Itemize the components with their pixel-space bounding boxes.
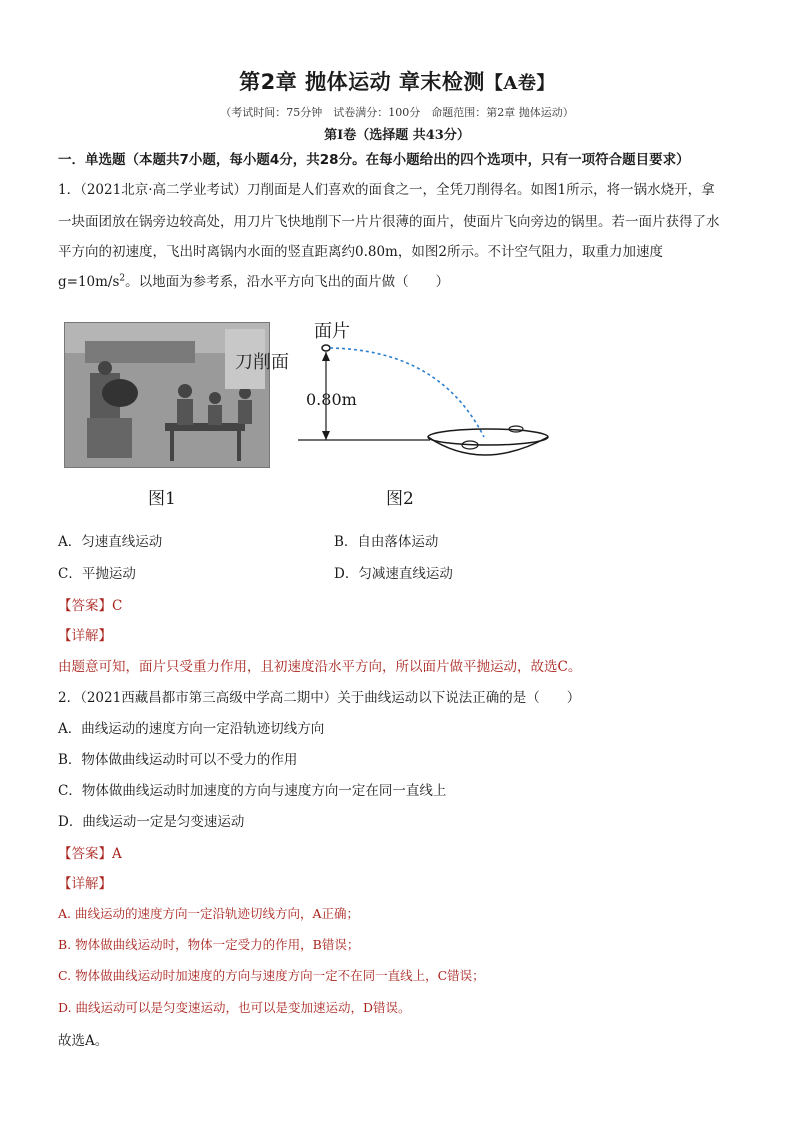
q1-stem-line3: 平方向的初速度，飞出时离锅内水面的竖直距离约0.80m，如图2所示。不计空气阻力，取重力加速度 bbox=[58, 244, 663, 260]
q2-detail-label: 【详解】 bbox=[58, 876, 112, 892]
exam-info: （考试时间：75分钟 试卷满分：100分 命题范围：第2章 抛体运动） bbox=[220, 106, 574, 119]
q1-answer: 【答案】C bbox=[58, 598, 123, 614]
height-arrow-bottom bbox=[322, 431, 330, 440]
q2-option-c: C．物体做曲线运动时加速度的方向与速度方向一定在同一直线上 bbox=[58, 783, 447, 799]
q1-stem-line1: 1．（2021北京·高二学业考试）刀削面是人们喜欢的面食之一，全凭刀削得名。如图1所示，将一锅水烧开，拿 bbox=[58, 182, 715, 198]
figure-1-label: 图1 bbox=[148, 489, 176, 509]
section-title: 第Ⅰ卷（选择题 共43分） bbox=[324, 128, 470, 143]
q1-stem-end: 。以地面为参考系，沿水平方向飞出的面片做（ ） bbox=[125, 274, 450, 290]
page-title bbox=[0, 66, 794, 96]
figure-2-diagram bbox=[290, 315, 560, 465]
fig1-calligraphy: 刀削面 bbox=[235, 352, 289, 373]
noodle-piece-shape bbox=[322, 345, 330, 351]
q1-stem-line4 bbox=[58, 270, 449, 290]
noodle-piece-label: 面片 bbox=[314, 321, 350, 342]
q1-option-a: A．匀速直线运动 bbox=[58, 534, 163, 550]
q2-option-b: B．物体做曲线运动时可以不受力的作用 bbox=[58, 752, 298, 768]
gravity-exponent: 2 bbox=[119, 273, 126, 284]
height-label: 0.80m bbox=[306, 390, 357, 409]
q1-stem-line2: 一块面团放在锅旁边较高处，用刀片飞快地削下一片片很薄的面片，使面片飞向旁边的锅里。若一面片获得了水 bbox=[58, 214, 720, 230]
q2-detail-c: C. 物体做曲线运动时加速度的方向与速度方向一定不在同一直线上，C错误； bbox=[58, 968, 485, 983]
q1-option-d: D．匀减速直线运动 bbox=[334, 566, 453, 582]
wok-bottom bbox=[428, 437, 548, 455]
figure-2-label: 图2 bbox=[386, 489, 414, 509]
gravity-value: g=10m/s bbox=[58, 274, 120, 290]
q2-stem: 2．（2021西藏昌都市第三高级中学高二期中）关于曲线运动以下说法正确的是（ ） bbox=[58, 690, 581, 706]
q2-detail-d: D. 曲线运动可以是匀变速运动，也可以是变加速运动，D错误。 bbox=[58, 1000, 411, 1015]
q2-answer: 【答案】A bbox=[58, 846, 122, 862]
wok-rim bbox=[428, 429, 548, 445]
question-type-heading: 一．单选题（本题共7小题，每小题4分，共28分。在每小题给出的四个选项中，只有一项符合题目要求） bbox=[58, 152, 690, 168]
q2-detail-a: A. 曲线运动的速度方向一定沿轨迹切线方向，A正确； bbox=[58, 906, 360, 921]
q2-conclusion: 故选A。 bbox=[58, 1033, 109, 1049]
figure-1-illustration bbox=[64, 322, 289, 468]
q1-detail-label: 【详解】 bbox=[58, 628, 112, 644]
q1-detail: 由题意可知，面片只受重力作用，且初速度沿水平方向，所以面片做平抛运动，故选C。 bbox=[58, 659, 582, 675]
q1-option-c: C．平抛运动 bbox=[58, 566, 136, 582]
height-arrow-top bbox=[322, 352, 330, 361]
q1-option-b: B．自由落体运动 bbox=[334, 534, 439, 550]
q2-detail-b: B. 物体做曲线运动时，物体一定受力的作用，B错误； bbox=[58, 937, 360, 952]
q2-option-a: A．曲线运动的速度方向一定沿轨迹切线方向 bbox=[58, 721, 325, 737]
title-tag: 【A卷】 bbox=[484, 73, 555, 94]
q2-option-d: D．曲线运动一定是匀变速运动 bbox=[58, 814, 245, 830]
title-main: 第2章 抛体运动 章末检测 bbox=[239, 70, 485, 94]
